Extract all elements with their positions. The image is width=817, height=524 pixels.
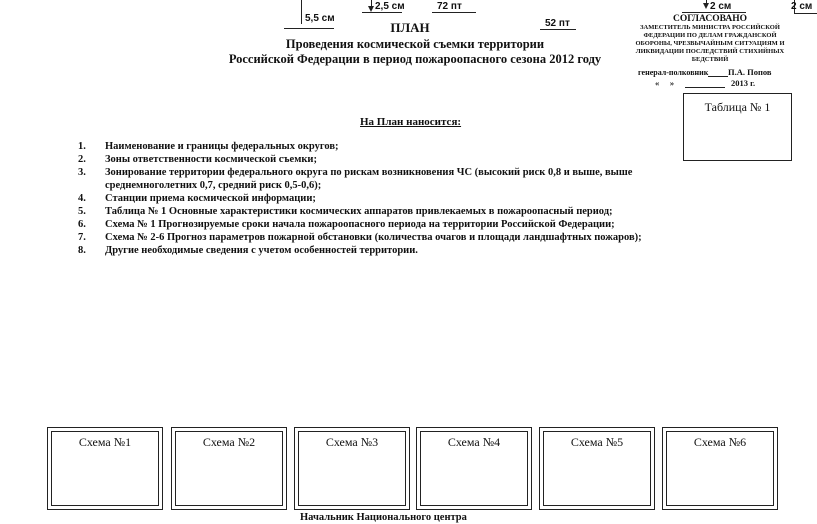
signatory-rank: генерал-полковник — [638, 68, 709, 77]
dimension-line — [301, 0, 302, 24]
date-quote: « » — [655, 78, 675, 88]
approval-position-line: ЛИКВИДАЦИИ ПОСЛЕДСТВИЙ СТИХИЙНЫХ — [635, 48, 785, 55]
scheme-row — [47, 427, 782, 512]
dimension-line — [432, 12, 476, 13]
signature-line — [708, 76, 728, 77]
scheme-box — [662, 427, 778, 510]
scheme-label: Схема №5 — [570, 435, 624, 449]
list-item: 7. Схема № 2-6 Прогноз параметров пожарной обстановки (количества очагов и площади ландшафтных пожаров); — [78, 232, 642, 243]
dimension-label: 5,5 см — [305, 13, 335, 24]
scheme-label: Схема №4 — [447, 435, 501, 449]
list-item: 5. Таблица № 1 Основные характеристики космических аппаратов привлекаемых в пожароопасный период; — [78, 206, 613, 217]
arrow-down-icon — [703, 3, 709, 9]
scheme-box — [47, 427, 163, 510]
scheme-label: Схема №1 — [78, 435, 132, 449]
footer-signatory: Начальник Национального центра — [300, 512, 467, 523]
table-1-label: Таблица № 1 — [704, 100, 771, 114]
dimension-line — [794, 13, 817, 14]
scheme-box — [171, 427, 287, 510]
dimension-line — [540, 29, 576, 30]
list-item: 6. Схема № 1 Прогнозируемые сроки начала пожароопасного периода на территории Российской Федерации; — [78, 219, 615, 230]
list-item: 3. Зонирование территории федерального округа по рискам возникновения ЧС (высокий риск 0,8 и выше, выше среднемноголетних 0,7, средний риск 0,5-0,6); — [78, 167, 633, 191]
dimension-label: 2 см — [791, 1, 813, 12]
approval-position-line: ФЕДЕРАЦИИ ПО ДЕЛАМ ГРАЖДАНСКОЙ — [643, 32, 777, 39]
plan-subtitle-line2: Российской Федерации в период пожароопасного сезона 2012 году — [228, 52, 602, 66]
dimension-label: 72 пт — [437, 1, 462, 12]
content-list — [78, 140, 698, 257]
scheme-label: Схема №3 — [325, 435, 379, 449]
scheme-label: Схема №2 — [202, 435, 256, 449]
approval-year: 2013 г. — [731, 78, 756, 88]
list-item: 4. Станции приема космической информации; — [78, 193, 316, 204]
dimension-line — [362, 12, 402, 13]
dimension-label: 52 пт — [545, 18, 570, 29]
intro-heading: На План наносится: — [360, 116, 462, 128]
dimension-line — [682, 12, 746, 13]
signatory-name: П.А. Попов — [728, 67, 772, 77]
scheme-label: Схема №6 — [693, 435, 747, 449]
scheme-box — [294, 427, 410, 510]
list-item: 1. Наименование и границы федеральных округов; — [78, 141, 339, 152]
plan-title: ПЛАН — [390, 20, 430, 35]
plan-subtitle-line1: Проведения космической съемки территории — [285, 37, 545, 51]
approval-position-line: БЕДСТВИЙ — [691, 56, 729, 63]
approval-heading: СОГЛАСОВАНО — [673, 14, 747, 24]
list-item: 2. Зоны ответственности космической съемки; — [78, 154, 317, 165]
dimension-label: 2 см — [710, 1, 732, 12]
list-item: 8. Другие необходимые сведения с учетом особенностей территории. — [78, 245, 418, 256]
table-1-placeholder — [683, 93, 792, 161]
approval-position-line: ОБОРОНЫ, ЧРЕЗВЫЧАЙНЫМ СИТУАЦИЯМ И — [635, 40, 785, 47]
scheme-box — [416, 427, 532, 510]
scheme-box — [539, 427, 655, 510]
dimension-line — [284, 28, 334, 29]
approval-position-line: ЗАМЕСТИТЕЛЬ МИНИСТРА РОССИЙСКОЙ — [640, 24, 780, 31]
dimension-label: 2,5 см — [375, 1, 405, 12]
date-line — [685, 87, 725, 88]
